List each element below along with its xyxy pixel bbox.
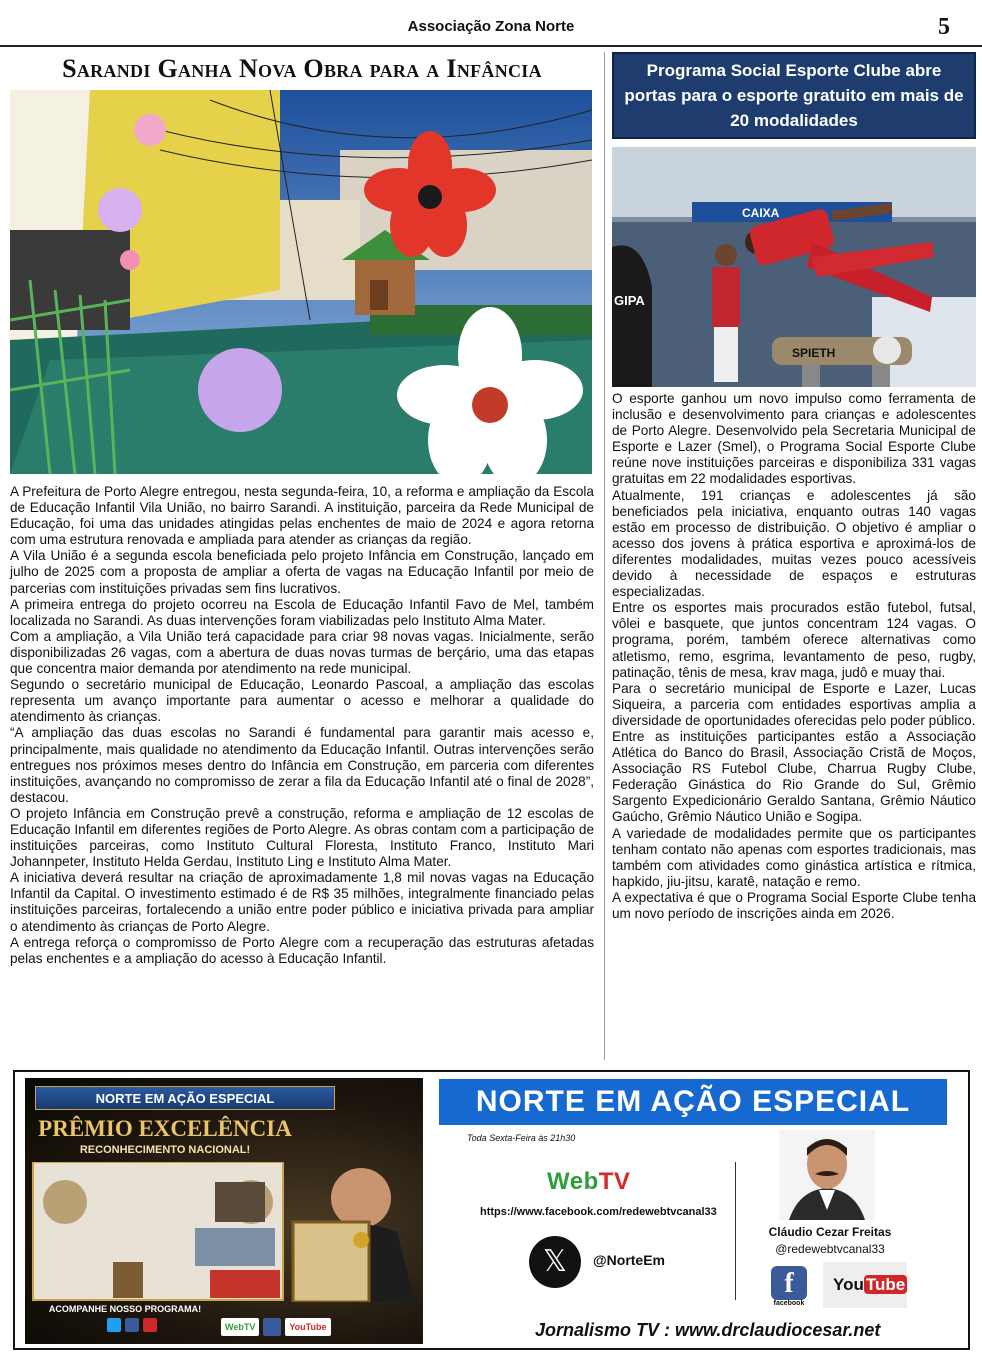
- right-article-body: [612, 391, 976, 922]
- show-title-banner: NORTE EM AÇÃO ESPECIAL: [439, 1079, 947, 1125]
- award-promo-image: [25, 1078, 423, 1344]
- webtv-logo: [547, 1168, 630, 1196]
- left-paragraph: Com a ampliação, a Vila União terá capacidade para criar 98 novas vagas. Inicialmente, serão disponibilizadas 26 vagas, com a abertura de duas novas turmas de berçário, uma das etapas que concentra maior demanda por atendimento na rede municipal.: [10, 628, 594, 677]
- webtv-url[interactable]: https://www.facebook.com/redewebtvcanal33: [480, 1206, 717, 1218]
- promo-bottom-label: ACOMPANHE NOSSO PROGRAMA!: [48, 1304, 202, 1314]
- youtube-tube: Tube: [865, 1275, 906, 1294]
- school-playground-photo: [10, 90, 592, 474]
- left-paragraph: Segundo o secretário municipal de Educação, Leonardo Pascoal, a ampliação das escolas representa um avanço importante para aumentar o acesso e melhorar a qualidade do atendimento às crianças.: [10, 677, 594, 725]
- column-divider: [604, 52, 605, 1060]
- x-handle: @NorteEm: [593, 1252, 665, 1268]
- webtv-logo-tv: TV: [598, 1168, 631, 1195]
- promo-channel-badges: [221, 1318, 331, 1336]
- promo-subtitle: RECONHECIMENTO NACIONAL!: [79, 1144, 251, 1156]
- facebook-icon: [125, 1318, 139, 1332]
- webtv-logo-web: Web: [547, 1168, 599, 1195]
- youtube-badge: YouTube: [285, 1318, 330, 1336]
- left-paragraph: A primeira entrega do projeto ocorreu na Escola de Educação Infantil Favo de Mel, também localizada no Sarandi. As duas intervenções foram viabilizadas pelo Instituto Alma Mater.: [10, 596, 594, 628]
- publication-title: Associação Zona Norte: [407, 18, 575, 35]
- left-paragraph: A Prefeitura de Porto Alegre entregou, nesta segunda-feira, 10, a reforma e ampliação da Escola de Educação Infantil Vila União, no bairro Sarandi. A instituição, parceira da Rede Municipal de Educação, foi uma das unidades atingidas pelas enchentes de maio de 2024 e agora retorna com uma estrutura renovada e ampliada para atender as crianças da região.: [10, 484, 594, 548]
- photo-apparatus-text: SPIETH: [792, 346, 836, 360]
- host-name: Cláudio Cezar Freitas: [768, 1225, 892, 1239]
- twitter-icon: [107, 1318, 121, 1332]
- right-article: [612, 52, 976, 922]
- show-schedule: Toda Sexta-Feira às 21h30: [467, 1133, 576, 1143]
- page-number: 5: [938, 14, 950, 40]
- promo-title: PRÊMIO EXCELÊNCIA: [38, 1116, 292, 1141]
- right-paragraph: Atualmente, 191 crianças e adolescentes já são beneficiados pela iniciativa, enquanto outras 140 vagas estão em processo de distribuição. O objetivo é ampliar o acesso dos jovens à prática esportiva e aproximá-los de diferentes modalidades, muitas vezes pouco acessíveis devido à necessidade de espaços e estruturas especializadas.: [612, 487, 976, 600]
- page-header: [0, 0, 982, 46]
- website-line[interactable]: Jornalismo TV : www.drclaudiocesar.net: [535, 1320, 881, 1340]
- left-paragraph: A entrega reforça o compromisso de Porto Alegre com a recuperação das estruturas afetadas pelas enchentes e a ampliação do acesso à Educação Infantil.: [10, 934, 594, 966]
- promo-social-icons: [107, 1318, 157, 1332]
- promo-top-label: NORTE EM AÇÃO ESPECIAL: [35, 1086, 335, 1110]
- promo-collage: [25, 1162, 423, 1302]
- left-paragraph: A Vila União é a segunda escola beneficiada pelo projeto Infância em Construção, lançado em julho de 2025 com a proposta de ampliar a oferta de vagas na Educação Infantil por meio de parcerias com instituições privadas sem fins lucrativos.: [10, 548, 594, 596]
- photo-shirt-text: GIPA: [614, 293, 645, 308]
- webtv-badge: WebTV: [221, 1318, 259, 1336]
- host-handle: @redewebtvcanal33: [775, 1242, 885, 1256]
- right-paragraph: O esporte ganhou um novo impulso como ferramenta de inclusão e desenvolvimento para crianças e adolescentes de Porto Alegre. Desenvolvido pela Secretaria Municipal de Esporte e Lazer (Smel), o Programa Social Esporte Clube reúne nove instituições parceiras e disponibiliza 331 vagas gratuitas em 22 modalidades esportivas.: [612, 391, 976, 487]
- youtube-icon[interactable]: [823, 1262, 907, 1308]
- left-article: [10, 52, 594, 967]
- gymnast-photo: [612, 147, 976, 387]
- right-paragraph: Entre as instituições participantes estão a Associação Atlética do Banco do Brasil, Associação Cristã de Moços, Associação RS Futebol Clube, Charrua Rugby Clube, Federação Ginástica do Rio Grande do Sul, Grêmio Sargento Expedicionário Geraldo Santana, Grêmio Náutico Gaúcho, Grêmio Náutico União e Sogipa.: [612, 728, 976, 825]
- right-paragraph: A variedade de modalidades permite que os participantes tenham contato não apenas com esportes tradicionais, mas também com atividades como ginástica artística e rítmica, hapkido, jiu-jitsu, karatê, natação e remo.: [612, 825, 976, 889]
- right-article-headline: Programa Social Esporte Clube abre portas para o esporte gratuito em mais de 20 modalidades: [612, 52, 976, 139]
- ad-divider: [735, 1162, 736, 1300]
- right-paragraph: Entre os esportes mais procurados estão futebol, futsal, vôlei e basquete, que juntos concentram 124 vagas. O programa, porém, também oferece alternativas como atletismo, remo, esgrima, levantamento de peso, rugby, patinação, tênis de mesa, krav maga, judô e muay thai.: [612, 600, 976, 680]
- right-paragraph: A expectativa é que o Programa Social Esporte Clube tenha um novo período de inscrições ainda em 2026.: [612, 889, 976, 921]
- youtube-icon: [143, 1318, 157, 1332]
- photo-banner-text: CAIXA: [742, 206, 780, 220]
- left-article-body: [10, 484, 594, 967]
- left-paragraph: O projeto Infância em Construção prevê a construção, reforma e ampliação de 12 escolas de Educação Infantil em diferentes regiões de Porto Alegre. As obras contam com a participação de instituições parceiras, como Instituto Cultural Floresta, Instituto Franco, Instituto Mari Johannpeter, Instituto Helda Gerdau, Instituto Ling e Instituto Alma Mater.: [10, 805, 594, 870]
- left-paragraph: A iniciativa deverá resultar na criação de aproximadamente 1,8 mil novas vagas na Educação Infantil da Capital. O investimento estimado é de R$ 35 milhões, integralmente financiado pelas instituições parceiras, fortalecendo a união entre poder público e iniciativa privada para ampliar o atendimento às crianças de Porto Alegre.: [10, 870, 594, 934]
- youtube-you: You: [833, 1275, 864, 1294]
- header-rule: [0, 45, 982, 47]
- left-article-headline: Sarandi Ganha Nova Obra para a Infância: [62, 54, 542, 83]
- host-portrait: [779, 1130, 875, 1220]
- facebook-label: facebook: [773, 1300, 805, 1307]
- facebook-icon: [263, 1318, 281, 1336]
- tv-show-advertisement: [13, 1070, 970, 1350]
- left-paragraph: “A ampliação das duas escolas no Sarandi é fundamental para garantir mais acesso e, principalmente, mais qualidade no atendimento da Educação Infantil. Outras intervenções serão entregues nos próximos meses dentro do Infância em Construção, em parceria com diferentes instituições, avançando no compromisso de zerar a fila da Educação Infantil até o final de 2028”, destacou.: [10, 725, 594, 805]
- right-paragraph: Para o secretário municipal de Esporte e Lazer, Lucas Siqueira, a parceria com entidades esportivas amplia a diversidade de oportunidades oferecidas pelo poder público.: [612, 680, 976, 728]
- x-logo-icon: 𝕏: [529, 1236, 581, 1288]
- facebook-icon[interactable]: f: [771, 1266, 807, 1300]
